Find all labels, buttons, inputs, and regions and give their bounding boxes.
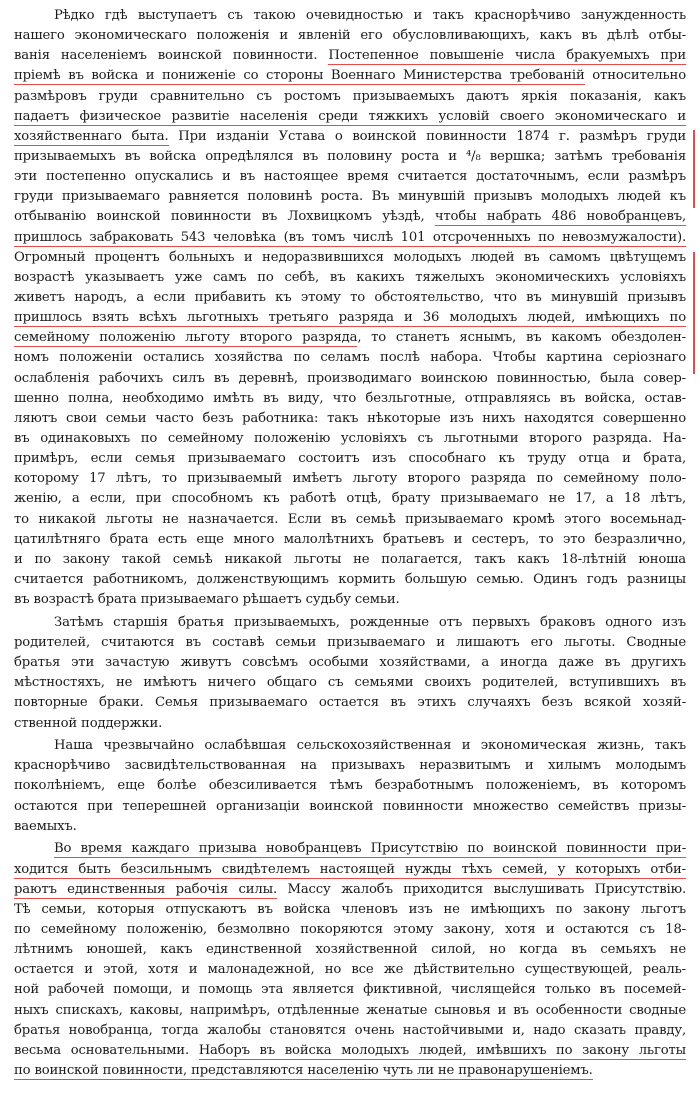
text-line xyxy=(14,428,686,450)
text-line xyxy=(14,796,686,818)
text-line xyxy=(14,368,686,390)
text-line xyxy=(14,186,686,208)
text-line xyxy=(14,65,686,87)
text-line xyxy=(14,816,686,838)
text-line xyxy=(14,549,686,571)
text-line xyxy=(14,347,686,369)
text-segment: номъ положеніи остались хозяйства по селамъ послѣ набора. Чтобы картина серіознаго xyxy=(14,350,686,366)
text-line xyxy=(14,25,686,47)
underlined-text: чтобы набрать 486 новобранцевъ, xyxy=(434,209,686,225)
text-segment: нашего экономическаго положенія и явленій его обусловливающихъ, какъ въ дѣлѣ отбы- xyxy=(14,28,686,44)
underlined-text: семейному положенію льготу второго разряда xyxy=(14,330,358,346)
text-line xyxy=(14,529,686,551)
text-segment: которому 17 лѣтъ, то призываемый имѣетъ льготу второго разряда по семейному поло- xyxy=(14,471,686,487)
underlined-text: пріемѣ въ войска и пониженіе со стороны Военнаго Министерства требованій xyxy=(14,68,585,84)
text-line xyxy=(14,959,686,981)
text-segment: груди призываемаго равняется половинѣ роста. Въ минувшій призывъ молодыхъ людей къ xyxy=(14,189,686,205)
text-segment: возрастѣ указываетъ уже самъ по себѣ, въ какихъ тяжелыхъ экономическихъ условіяхъ xyxy=(14,269,686,285)
text-line xyxy=(14,267,686,289)
text-segment: живетъ народъ, а если прибавить къ этому то обстоятельство, что въ минувшій призывъ xyxy=(14,290,686,306)
text-line xyxy=(14,307,686,329)
text-segment: При изданіи Устава о воинской повинности 1874 г. размѣръ груди xyxy=(168,128,686,144)
underlined-text: ходится быть безсильнымъ свидѣтелемъ настоящей нужды тѣхъ семей, у которыхъ отби- xyxy=(14,861,686,877)
text-segment: повторные браки. Семья призываемаго остается въ этихъ случаяхъ безъ всякой хозяй- xyxy=(14,695,686,711)
text-segment: то никакой льготы не назначается. Если въ семьѣ призываемаго кромѣ этого восемьнад- xyxy=(14,511,686,527)
text-segment: и по закону такой семьѣ никакой льготы не полагается, такъ какъ 18-лѣтній юноша xyxy=(14,551,686,567)
text-segment: относительно xyxy=(584,68,686,84)
text-segment: эти постепенно опускались и въ настоящее время считается достаточнымъ, если размѣръ xyxy=(14,169,686,185)
text-segment: поколѣніемъ, еще болѣе обезсиливается тѣмъ безработнымъ положеніемъ, въ которомъ xyxy=(14,778,686,794)
text-line xyxy=(14,106,686,128)
underlined-text: Наборъ въ войска молодыхъ людей, имѣвшихъ по закону льготы xyxy=(198,1042,687,1058)
text-segment: остается и этой, хотя и малонадежной, но все же дѣйствительно существующей, реаль- xyxy=(14,962,686,978)
text-segment: примѣръ, если семья призываемаго состоитъ изъ способнаго къ труду отца и брата, xyxy=(14,451,686,467)
text-line xyxy=(14,652,686,674)
text-line xyxy=(14,408,686,430)
text-line xyxy=(14,227,686,249)
underlined-text: Во время каждаго призыва новобранцевъ Присутствію по воинской повинности при- xyxy=(54,841,686,857)
text-segment: ной рабочей помощи, и помощь эта является фиктивной, числящейся только въ посемей- xyxy=(14,982,686,998)
text-segment: женію, а если, при способномъ къ работѣ отцѣ, брату призываемаго не 17, а 18 лѣтъ, xyxy=(14,491,686,507)
text-line xyxy=(14,755,686,777)
underlined-text: хозяйственнаго быта. xyxy=(14,128,169,144)
text-line xyxy=(14,287,686,309)
text-line xyxy=(14,838,686,860)
text-line xyxy=(14,448,686,470)
text-segment: ослабленія рабочихъ силъ въ деревнѣ, производимаго воинскою повинностью, была совер- xyxy=(14,370,686,386)
text-segment: размѣровъ груди сравнительно съ ростомъ призываемыхъ даютъ яркія показанія, какъ xyxy=(14,88,686,104)
text-line xyxy=(14,388,686,410)
text-segment: мѣстностяхъ, не имѣютъ ничего общаго съ семьями своихъ родителей, вступившихъ въ xyxy=(14,675,686,691)
underlined-text: пришлось взять всѣхъ льготныхъ третьяго разряда и 36 молодыхъ людей, имѣющихъ по xyxy=(14,310,686,326)
text-line xyxy=(14,939,686,961)
text-line xyxy=(14,206,686,228)
text-segment: ляютъ свои семьи часто безъ работника: такъ нѣкоторые изъ нихъ находятся совершенно xyxy=(14,410,686,426)
text-line xyxy=(14,1040,686,1062)
text-line xyxy=(14,899,686,921)
text-line xyxy=(14,488,686,510)
text-segment: ваемыхъ. xyxy=(14,818,77,834)
text-line xyxy=(14,468,686,490)
text-segment: , то станетъ яснымъ, въ какомъ обездолен- xyxy=(357,330,686,346)
text-segment: въ возрастѣ брата призываемаго рѣшаетъ судьбу семьи. xyxy=(14,592,400,608)
text-line xyxy=(14,632,686,654)
text-line xyxy=(14,612,686,634)
text-line xyxy=(14,146,686,168)
underlined-text: раютъ единственныя рабочія силы. xyxy=(14,881,277,897)
text-segment: Наша чрезвычайно ослабѣвшая сельскохозяйственная и экономическая жизнь, такъ xyxy=(54,738,686,754)
text-line xyxy=(14,589,686,611)
text-line xyxy=(14,879,686,901)
text-segment: ванія населеніемъ воинской повинности. xyxy=(14,48,329,64)
text-line xyxy=(14,775,686,797)
text-line xyxy=(14,327,686,349)
underlined-text: падаетъ физическое развитіе населенія среди тяжкихъ условій своего экономическаго и xyxy=(14,108,686,124)
text-segment: краснорѣчиво засвидѣтельствованная на призывахъ неразвитымъ и хилымъ молодымъ xyxy=(14,758,686,774)
text-line xyxy=(14,86,686,108)
text-line xyxy=(14,247,686,269)
text-line xyxy=(14,166,686,188)
text-segment: родителей, считаются въ составѣ семьи призываемаго и лишаютъ его льготы. Сводные xyxy=(14,634,686,650)
text-segment: весьма основательными. xyxy=(14,1042,199,1058)
underlined-text: по воинской повинности, представляются населенію чуть ли не правонарушеніемъ. xyxy=(14,1063,593,1078)
text-line xyxy=(14,859,686,881)
text-segment: призываемыхъ въ войска опредѣлялся въ половину роста и ⁴/₈ вершка; затѣмъ требованія xyxy=(14,149,686,164)
text-line xyxy=(14,713,686,735)
text-line xyxy=(14,672,686,694)
text-line xyxy=(14,1000,686,1022)
text-segment: остаются при теперешней организаціи воинской повинности множество семействъ призы- xyxy=(14,798,686,814)
text-segment: ственной поддержки. xyxy=(14,715,163,731)
text-segment: считается работникомъ, долженствующимъ кормить большую семью. Одинъ годъ разницы xyxy=(14,572,686,588)
text-segment: лѣтнимъ юношей, какъ единственной хозяйственной силой, но когда въ семьяхъ не xyxy=(14,942,686,958)
text-segment: по семейному положенію, безмолвно покоряются этому закону, хотя и остаются съ 18- xyxy=(14,921,686,937)
text-segment: шенно полна, необходимо имѣть въ виду, что безльготные, отправляясь въ войска, остав- xyxy=(14,390,686,406)
text-line xyxy=(14,1020,686,1042)
text-line xyxy=(14,979,686,1001)
text-segment: въ одинаковыхъ по семейному положенію условіяхъ съ льготными второго разряда. На- xyxy=(14,431,686,447)
text-segment: ныхъ спискахъ, каковы, напримѣръ, отдѣленные женатые сыновья и въ особенности сводные xyxy=(14,1002,686,1018)
text-line xyxy=(14,692,686,714)
text-segment: Затѣмъ старшія братья призываемыхъ, рожденные отъ первыхъ браковъ одного изъ xyxy=(54,614,686,630)
text-line xyxy=(14,45,686,67)
text-segment: цатилѣтняго брата есть еще много малолѣтнихъ братьевъ и сестеръ, то это безразлично, xyxy=(14,531,686,547)
text-segment: Массу жалобъ приходится выслушивать Присутствію. xyxy=(277,881,686,897)
text-line xyxy=(14,5,686,27)
text-segment: Рѣдко гдѣ выступаетъ съ такою очевидностью и такъ краснорѣчиво занужденность xyxy=(54,7,686,23)
text-line xyxy=(14,919,686,941)
underlined-text: пришлось забраковать 543 человѣка (въ томъ числѣ 101 отсроченныхъ по невозмужалости). xyxy=(14,229,686,245)
text-segment: Огромный процентъ больныхъ и недоразвившихся молодыхъ людей въ самомъ цвѣтущемъ xyxy=(14,249,686,265)
text-segment: Тѣ семьи, которыя отпускаютъ въ войска членовъ изъ не имѣющихъ по закону льготъ xyxy=(14,901,686,917)
text-segment: отбыванію воинской повинности въ Лохвицкомъ уѣздѣ, xyxy=(14,209,435,225)
underlined-text: Постепенное повышеніе числа бракуемыхъ при xyxy=(328,48,686,64)
text-line xyxy=(14,126,686,148)
text-line xyxy=(14,569,686,591)
text-line xyxy=(14,735,686,757)
text-segment: братья эти зачастую живутъ совсѣмъ особыми хозяйствами, а иногда даже въ другихъ xyxy=(14,655,686,671)
text-line xyxy=(14,509,686,531)
text-line xyxy=(14,1060,686,1082)
margin-highlight-bar xyxy=(693,252,695,374)
text-segment: братья новобранца, тогда жалобы становятся очень настойчивыми и, надо сказать правду, xyxy=(14,1022,686,1038)
margin-highlight-bar xyxy=(693,130,695,208)
